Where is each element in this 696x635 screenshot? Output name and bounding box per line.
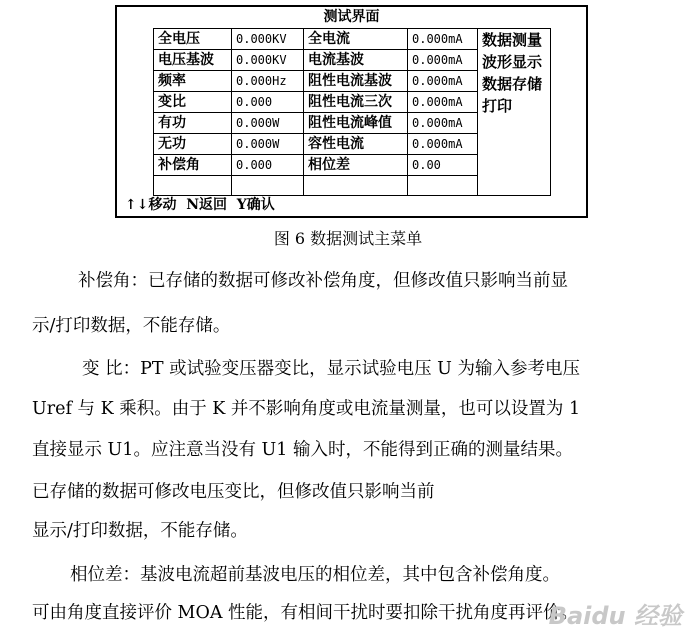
baidu-watermark: Baidu 经验 bbox=[548, 602, 682, 630]
row-label-right: 阻性电流峰值 bbox=[304, 113, 408, 134]
row-value-right: 0.000mA bbox=[408, 29, 478, 50]
row-label-right: 全电流 bbox=[304, 29, 408, 50]
row-label-right: 相位差 bbox=[304, 155, 408, 176]
row-value-left: 0.000 bbox=[232, 155, 304, 176]
row-label-left: 有功 bbox=[154, 113, 232, 134]
text-line-5: 直接显示 U1。应注意当没有 U1 输入时，不能得到正确的测量结果。 bbox=[32, 440, 573, 460]
row-label-left: 全电压 bbox=[154, 29, 232, 50]
screen-footer: ↑↓移动 N返回 Y确认 bbox=[125, 197, 275, 213]
row-value-right bbox=[408, 176, 478, 196]
row-value-right: 0.00 bbox=[408, 155, 478, 176]
menu-item[interactable]: 数据存储 bbox=[482, 75, 543, 93]
figure-caption: 图 6 数据测试主菜单 bbox=[273, 229, 423, 248]
row-label-right: 电流基波 bbox=[304, 50, 408, 71]
row-value-left: 0.000 bbox=[232, 92, 304, 113]
row-label-left: 补偿角 bbox=[154, 155, 232, 176]
row-value-left: 0.000KV bbox=[232, 50, 304, 71]
row-label-left: 变比 bbox=[154, 92, 232, 113]
row-value-left bbox=[232, 176, 304, 196]
text-line-9: 可由角度直接评价 MOA 性能，有相间干扰时要扣除干扰角度再评价。 bbox=[32, 603, 579, 623]
row-value-left: 0.000KV bbox=[232, 29, 304, 50]
text-line-8: 相位差：基波电流超前基波电压的相位差，其中包含补偿角度。 bbox=[70, 565, 560, 585]
side-menu bbox=[478, 29, 551, 196]
row-value-right: 0.000mA bbox=[408, 71, 478, 92]
text-line-2: 示/打印数据，不能存储。 bbox=[32, 316, 231, 336]
table-row bbox=[154, 29, 551, 50]
text-line-1: 补偿角：已存储的数据可修改补偿角度，但修改值只影响当前显 bbox=[78, 271, 568, 291]
row-label-left: 频率 bbox=[154, 71, 232, 92]
row-value-left: 0.000W bbox=[232, 134, 304, 155]
screen-title: 测试界面 bbox=[323, 9, 380, 25]
row-label-left: 电压基波 bbox=[154, 50, 232, 71]
menu-item[interactable]: 打印 bbox=[482, 97, 513, 115]
row-label-left: 无功 bbox=[154, 134, 232, 155]
measurement-table bbox=[153, 28, 551, 196]
row-label-right bbox=[304, 176, 408, 196]
menu-item[interactable]: 数据测量 bbox=[482, 31, 543, 49]
row-label-right: 容性电流 bbox=[304, 134, 408, 155]
text-line-4: Uref 与 K 乘积。由于 K 并不影响角度或电流量测量，也可以设置为 1 bbox=[32, 399, 581, 419]
menu-item[interactable]: 波形显示 bbox=[482, 53, 543, 71]
row-label-right: 阻性电流三次 bbox=[304, 92, 408, 113]
row-value-right: 0.000mA bbox=[408, 113, 478, 134]
row-value-right: 0.000mA bbox=[408, 50, 478, 71]
text-line-7: 显示/打印数据，不能存储。 bbox=[32, 521, 248, 541]
row-value-left: 0.000W bbox=[232, 113, 304, 134]
text-line-3: 变 比：PT 或试验变压器变比，显示试验电压 U 为输入参考电压 bbox=[82, 359, 580, 379]
row-value-right: 0.000mA bbox=[408, 92, 478, 113]
lcd-screen-figure bbox=[115, 5, 588, 218]
row-value-right: 0.000mA bbox=[408, 134, 478, 155]
row-label-left bbox=[154, 176, 232, 196]
row-label-right: 阻性电流基波 bbox=[304, 71, 408, 92]
text-line-6: 已存储的数据可修改电压变比，但修改值只影响当前 bbox=[32, 482, 435, 502]
row-value-left: 0.000Hz bbox=[232, 71, 304, 92]
